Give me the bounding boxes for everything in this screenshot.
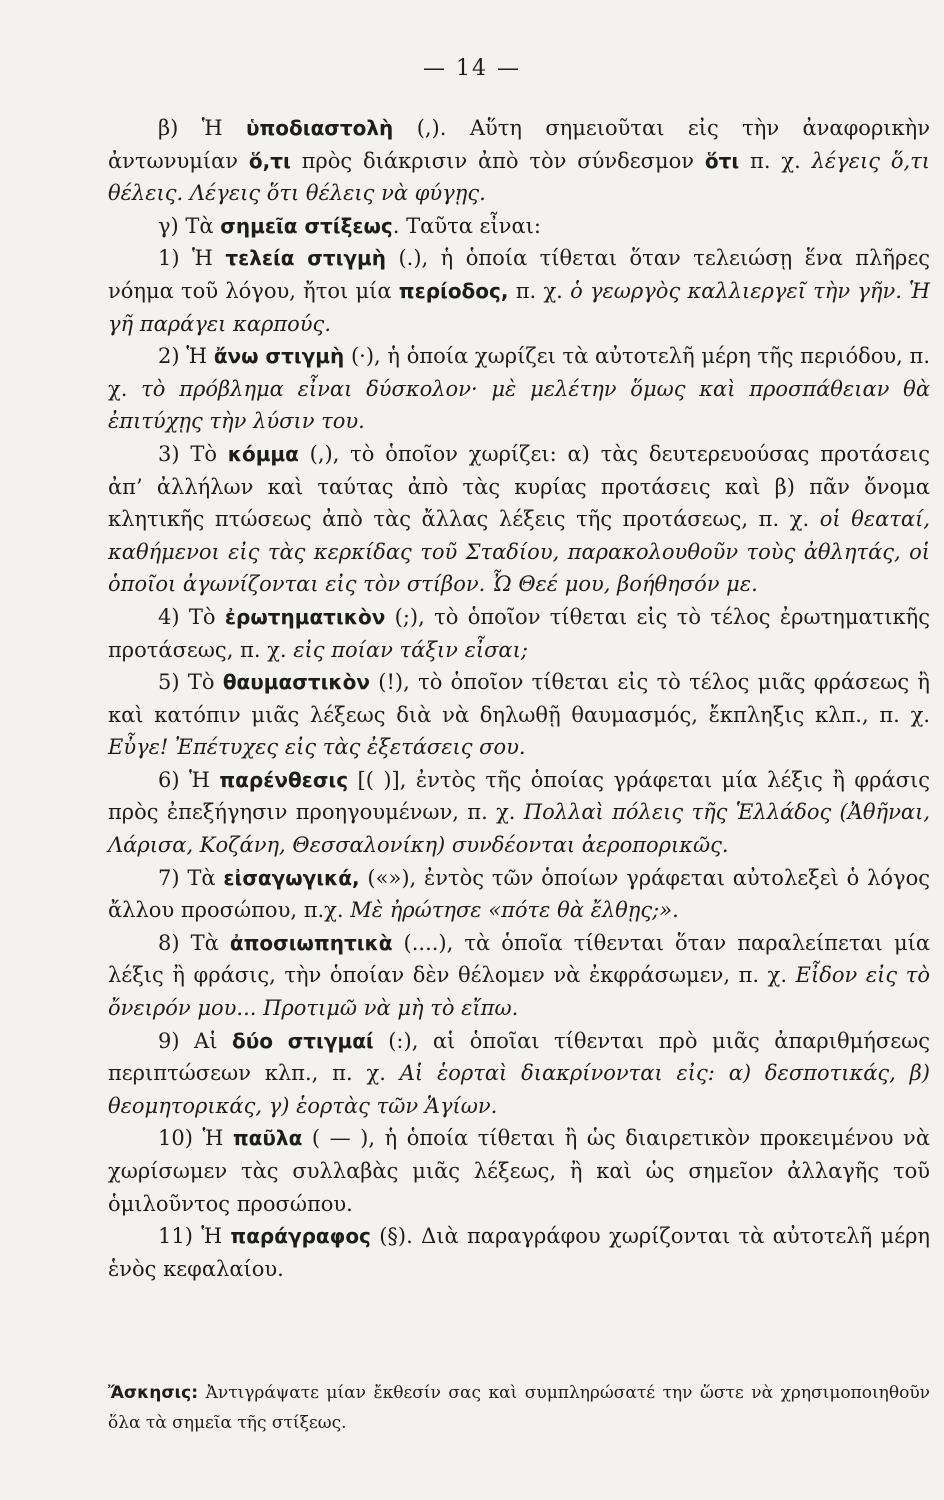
paragraph-hypodiastole: β) Ἡ ὑποδιαστολὴ (,). Αὕτη σημειοῦται εἰς τὴν ἀναφορικὴν ἀντωνυμίαν ὅ,τι πρὸς διάκρισιν ἀπὸ τὸν σύνδεσμον ὅτι π. χ. λέγεις ὅ,τι θέλεις. Λέγεις ὅτι θέλεις νὰ φύγῃς. — [108, 116, 931, 206]
term-punctuation-marks: σημεῖα στίξεως — [220, 213, 393, 238]
paragraph-punctuation-intro: γ) Τὰ σημεῖα στίξεως. Ταῦτα εἶναι: — [158, 213, 541, 238]
paragraph-exclamation: 5) Τὸ θαυμαστικὸν (!), τὸ ὁποῖον τίθεται εἰς τὸ τέλος μιᾶς φράσεως ἢ καὶ κατόπιν μιᾶς λέξεως διὰ νὰ δηλωθῇ θαυμασμός, ἔκπληξις κλπ., π. χ. Εὖγε! Ἐπέτυχες εἰς τὰς ἐξετάσεις σου. — [108, 670, 930, 760]
page-number: — 14 — — [423, 56, 521, 81]
example-text: Μὲ ἠρώτησε «πότε θὰ ἔλθῃς;». — [350, 898, 679, 923]
example-text: Αἱ ἑορταὶ διακρίνονται εἰς: α) δεσποτικάς, β) θεομητορικάς, γ) ἑορτὰς τῶν Ἁγίων. — [108, 1061, 931, 1118]
term-hypodiastole: ὑποδιαστολὴ — [245, 116, 394, 140]
term-question-mark: ἐρωτηματικὸν — [224, 604, 386, 629]
paragraph-full-stop: 1) Ἡ τελεία στιγμὴ (.), ἡ ὁποία τίθεται ὅταν τελειώσῃ ἕνα πλῆρες νόημα τοῦ λόγου, ἤτοι μία περίοδος, π. χ. ὁ γεωργὸς καλλιεργεῖ τὴν γῆν. Ἡ γῆ παράγει καρπούς. — [108, 246, 931, 336]
term-comma: κόμμα — [227, 441, 299, 466]
paragraph-quotes: 7) Τὰ εἰσαγωγικά, («»), ἐντὸς τῶν ὁποίων γράφεται αὐτολεξεὶ ὁ λόγος ἄλλου προσώπου, π.χ. Μὲ ἠρώτησε «πότε θὰ ἔλθῃς;». — [108, 865, 931, 923]
paragraph-dash: 10) Ἡ παῦλα ( — ), ἡ ὁποία τίθεται ἢ ὡς διαιρετικὸν προκειμένου νὰ χωρίσωμεν τὰς συλλαβὰς μιᾶς λέξεως, ἢ καὶ ὡς σημεῖον ἀλλαγῆς τοῦ ὁμιλοῦντος προσώπου. — [108, 1126, 930, 1216]
paragraph-ellipsis: 8) Τὰ ἀποσιωπητικὰ (....), τὰ ὁποῖα τίθενται ὅταν παραλείπεται μία λέξις ἢ φράσις, τὴν ὁποίαν δὲν θέλομεν νὰ ἐκφράσωμεν, π. χ. Εἶδον εἰς τὸ ὄνειρόν μου... Προτιμῶ νὰ μὴ τὸ εἴπω. — [108, 930, 931, 1021]
term-full-stop: τελεία στιγμὴ — [225, 246, 386, 271]
paragraph-upper-stop: 2) Ἡ ἄνω στιγμὴ (·), ἡ ὁποία χωρίζει τὰ αὐτοτελῆ μέρη τῆς περιόδου, π. χ. τὸ πρόβλημα εἶναι δύσκολον· μὲ μελέτην ὅμως καὶ προσπάθειαν θὰ ἐπιτύχῃς τὴν λύσιν του. — [108, 344, 930, 434]
term-quotes: εἰσαγωγικά, — [223, 865, 360, 890]
term-section-sign: παράγραφος — [230, 1224, 371, 1249]
example-text: οἱ θεαταί, καθήμενοι εἰς τὰς κερκίδας τοῦ Σταδίου, παρακολουθοῦν τοὺς ἀθλητάς, οἱ ὁποῖοι ἀγωνίζονται εἰς τὸν στίβον. Ὦ Θεέ μου, βοήθησόν με. — [108, 507, 930, 597]
example-text: ὁ γεωργὸς καλλιεργεῖ τὴν γῆν. Ἡ γῆ παράγει καρπούς. — [108, 278, 931, 336]
main-text — [108, 112, 930, 1285]
exercise-label: Ἄσκησις: — [108, 1383, 199, 1403]
example-text: εἰς ποίαν τάξιν εἶσαι; — [293, 637, 528, 662]
example-text: λέγεις ὅ,τι θέλεις. Λέγεις ὅτι θέλεις νὰ φύγῃς. — [108, 148, 930, 206]
paragraph-section-sign: 11) Ἡ παράγραφος (§). Διὰ παραγράφου χωρίζονται τὰ αὐτοτελῆ μέρη ἑνὸς κεφαλαίου. — [108, 1224, 931, 1281]
exercise-text: Ἀντιγράψατε μίαν ἔκθεσίν σας καὶ συμπληρώσατέ την ὥστε νὰ χρησιμοποιηθοῦν ὅλα τὰ σημεῖα τῆς στίξεως. — [108, 1383, 930, 1433]
example-text: Εὖγε! Ἐπέτυχες εἰς τὰς ἐξετάσεις σου. — [108, 735, 526, 760]
term-dash: παῦλα — [232, 1126, 303, 1151]
paragraph-colon: 9) Αἱ δύο στιγμαί (:), αἱ ὁποῖαι τίθενται πρὸ μιᾶς ἀπαριθμήσεως περιπτώσεων κλπ., π. χ. Αἱ ἑορταὶ διακρίνονται εἰς: α) δεσποτικάς, β) θεομητορικάς, γ) ἑορτὰς τῶν Ἁγίων. — [108, 1028, 931, 1118]
paragraph-question-mark: 4) Τὸ ἐρωτηματικὸν (;), τὸ ὁποῖον τίθεται εἰς τὸ τέλος ἐρωτηματικῆς προτάσεως, π. χ. εἰς ποίαν τάξιν εἶσαι; — [108, 604, 930, 662]
term-parenthesis: παρένθεσις — [219, 767, 349, 792]
paragraph-comma: 3) Τὸ κόμμα (,), τὸ ὁποῖον χωρίζει: α) τὰς δευτερευούσας προτάσεις ἀπ’ ἀλλήλων καὶ ταύτας ἀπὸ τὰς κυρίας προτάσεις καὶ β) πᾶν ὄνομα κλητικῆς πτώσεως ἀπὸ τὰς ἄλλας λέξεις τῆς προτάσεως, π. χ. οἱ θεαταί, καθήμενοι εἰς τὰς κερκίδας τοῦ Σταδίου, παρακολουθοῦν τοὺς ἀθλητάς, οἱ ὁποῖοι ἀγωνίζονται εἰς τὸν στίβον. Ὦ Θεέ μου, βοήθησόν με. — [108, 441, 931, 597]
term-colon: δύο στιγμαί — [231, 1028, 374, 1053]
paragraph-parenthesis: 6) Ἡ παρένθεσις [( )], ἐντὸς τῆς ὁποίας γράφεται μία λέξις ἢ φράσις πρὸς ἐπεξήγησιν προηγουμένων, π. χ. Πολλαὶ πόλεις τῆς Ἑλλάδος (Ἀθῆναι, Λάρισα, Κοζάνη, Θεσσαλονίκη) συνδέονται ἀεροπορικῶς. — [108, 767, 930, 858]
term-ellipsis: ἀποσιωπητικὰ — [229, 930, 393, 955]
term-exclamation: θαυμαστικὸν — [222, 670, 370, 695]
example-text: τὸ πρόβλημα εἶναι δύσκολον· μὲ μελέτην ὅμως καὶ προσπάθειαν θὰ ἐπιτύχῃς τὴν λύσιν του. — [108, 376, 930, 434]
term-upper-stop: ἄνω στιγμὴ — [213, 344, 345, 369]
example-text: Εἶδον εἰς τὸ ὄνειρόν μου... Προτιμῶ νὰ μὴ τὸ εἴπω. — [108, 963, 930, 1021]
exercise-note — [108, 1378, 930, 1438]
example-text: Πολλαὶ πόλεις τῆς Ἑλλάδος (Ἀθῆναι, Λάρισα, Κοζάνη, Θεσσαλονίκη) συνδέονται ἀεροπορικῶς. — [108, 800, 930, 858]
